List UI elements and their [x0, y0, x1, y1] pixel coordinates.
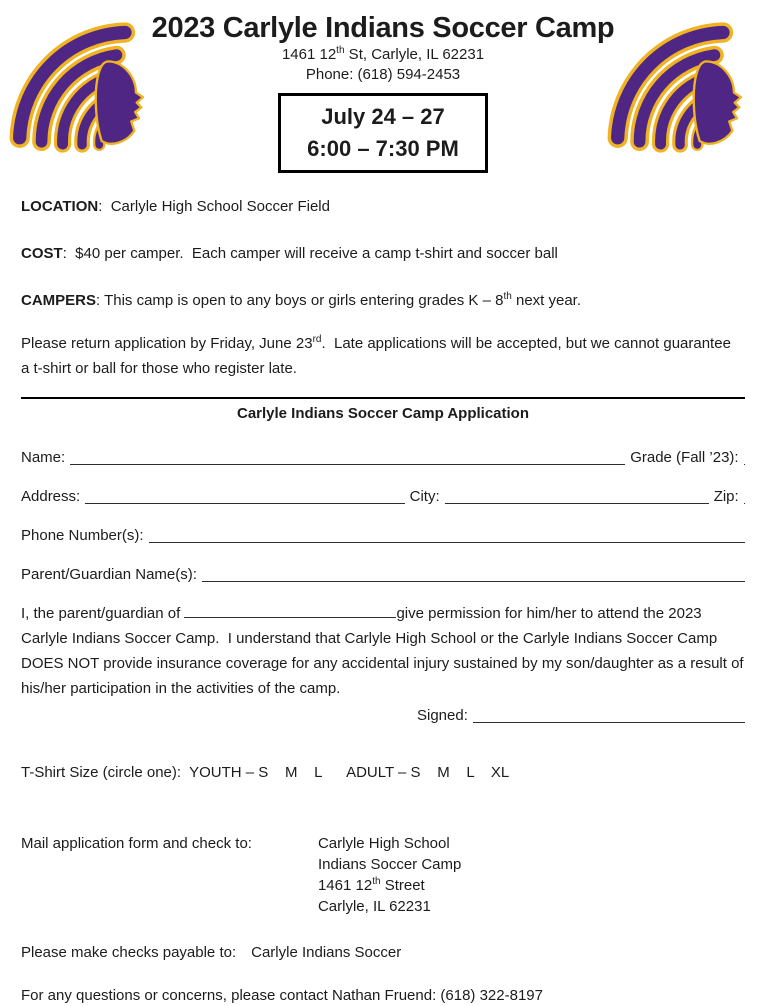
- address-blank-line: [85, 502, 404, 504]
- name-blank-line: [70, 463, 625, 465]
- mailing-line-2: Indians Soccer Camp: [317, 856, 462, 873]
- city-field-label: City:: [409, 488, 440, 505]
- mailing-line-4: Carlyle, IL 62231: [317, 898, 431, 915]
- cost-label: COST: [21, 245, 63, 262]
- return-note-post: . Late applications will be accepted, but we cannot guarantee a t-shirt or ball for those who register late.: [21, 335, 736, 377]
- zip-blank-line: [744, 502, 745, 504]
- campers-label: CAMPERS: [21, 292, 97, 309]
- ordinal-sup: th: [336, 45, 345, 56]
- permission-paragraph: [21, 601, 748, 701]
- header-address-post: St, Carlyle, IL 62231: [344, 46, 485, 63]
- header-phone: Phone: (618) 594-2453: [305, 66, 461, 83]
- page-title: 2023 Carlyle Indians Soccer Camp: [151, 12, 615, 44]
- zip-field-label: Zip:: [713, 488, 739, 505]
- campers-line: [21, 291, 745, 311]
- checks-payable-line: [21, 943, 745, 963]
- ordinal-sup: th: [372, 876, 381, 887]
- phone-row: [21, 526, 745, 546]
- signed-label: Signed:: [417, 707, 468, 724]
- location-label: LOCATION: [21, 198, 99, 215]
- ordinal-sup: th: [503, 291, 512, 302]
- grade-blank-line: [744, 463, 745, 465]
- permission-blank-line: [184, 605, 396, 618]
- header: [0, 0, 766, 173]
- tshirt-size-line: T-Shirt Size (circle one): YOUTH – S M L ADULT – S M L XL: [21, 764, 510, 781]
- name-grade-row: [21, 448, 745, 468]
- schedule-time: 6:00 – 7:30 PM: [307, 136, 459, 161]
- header-address-pre: 1461 12: [281, 46, 337, 63]
- mailing-line-3: [318, 875, 461, 896]
- mailing-line-3-post: Street: [380, 877, 425, 894]
- location-line: [21, 197, 745, 217]
- return-note-pre: Please return application by Friday, June 23: [21, 335, 313, 352]
- mailing-section: [21, 833, 745, 917]
- header-address: [0, 45, 766, 64]
- ordinal-sup: rd: [312, 334, 322, 345]
- cost-text: : $40 per camper. Each camper will receive a camp t-shirt and soccer ball: [62, 245, 558, 262]
- phone-field-label: Phone Number(s):: [21, 527, 144, 544]
- signed-blank-line: [473, 721, 745, 723]
- mailing-address-block: [318, 833, 461, 917]
- section-divider: [21, 397, 745, 399]
- mailing-line-1: Carlyle High School: [317, 835, 450, 852]
- campers-text-post: next year.: [511, 292, 582, 309]
- name-field-label: Name:: [21, 449, 66, 466]
- mailing-line-3-pre: 1461 12: [317, 877, 373, 894]
- schedule-box: [278, 93, 488, 173]
- parent-blank-line: [202, 580, 745, 582]
- permission-text-pre: I, the parent/guardian of: [21, 605, 185, 622]
- signed-row: [417, 706, 745, 726]
- return-deadline-note: [21, 331, 741, 381]
- address-row: [21, 487, 745, 507]
- city-blank-line: [445, 502, 709, 504]
- schedule-dates: July 24 – 27: [321, 104, 445, 129]
- mailing-label: Mail application form and check to:: [21, 835, 252, 852]
- checks-payee: Carlyle Indians Soccer: [251, 944, 402, 961]
- parent-field-label: Parent/Guardian Name(s):: [21, 566, 197, 583]
- campers-text-pre: : This camp is open to any boys or girls entering grades K – 8: [96, 292, 504, 309]
- grade-field-label: Grade (Fall ’23):: [630, 449, 739, 466]
- contact-line: For any questions or concerns, please contact Nathan Fruend: (618) 322-8197: [21, 987, 543, 1004]
- checks-label: Please make checks payable to:: [21, 944, 237, 961]
- address-field-label: Address:: [21, 488, 81, 505]
- permission-text-post: give permission for him/her to attend the 2023 Carlyle Indians Soccer Camp. I understand that Carlyle High School or the Carlyle Indians Soccer Camp DOES NOT provide insurance coverage for any accidental injury sustained by my son/daughter as a result of his/her participation in the activities of the camp.: [21, 605, 748, 697]
- location-text: : Carlyle High School Soccer Field: [98, 198, 330, 215]
- application-heading: Carlyle Indians Soccer Camp Application: [236, 405, 530, 422]
- cost-line: [21, 244, 745, 264]
- flyer-body: [0, 197, 766, 1006]
- phone-blank-line: [149, 541, 745, 543]
- parent-guardian-row: [21, 565, 745, 585]
